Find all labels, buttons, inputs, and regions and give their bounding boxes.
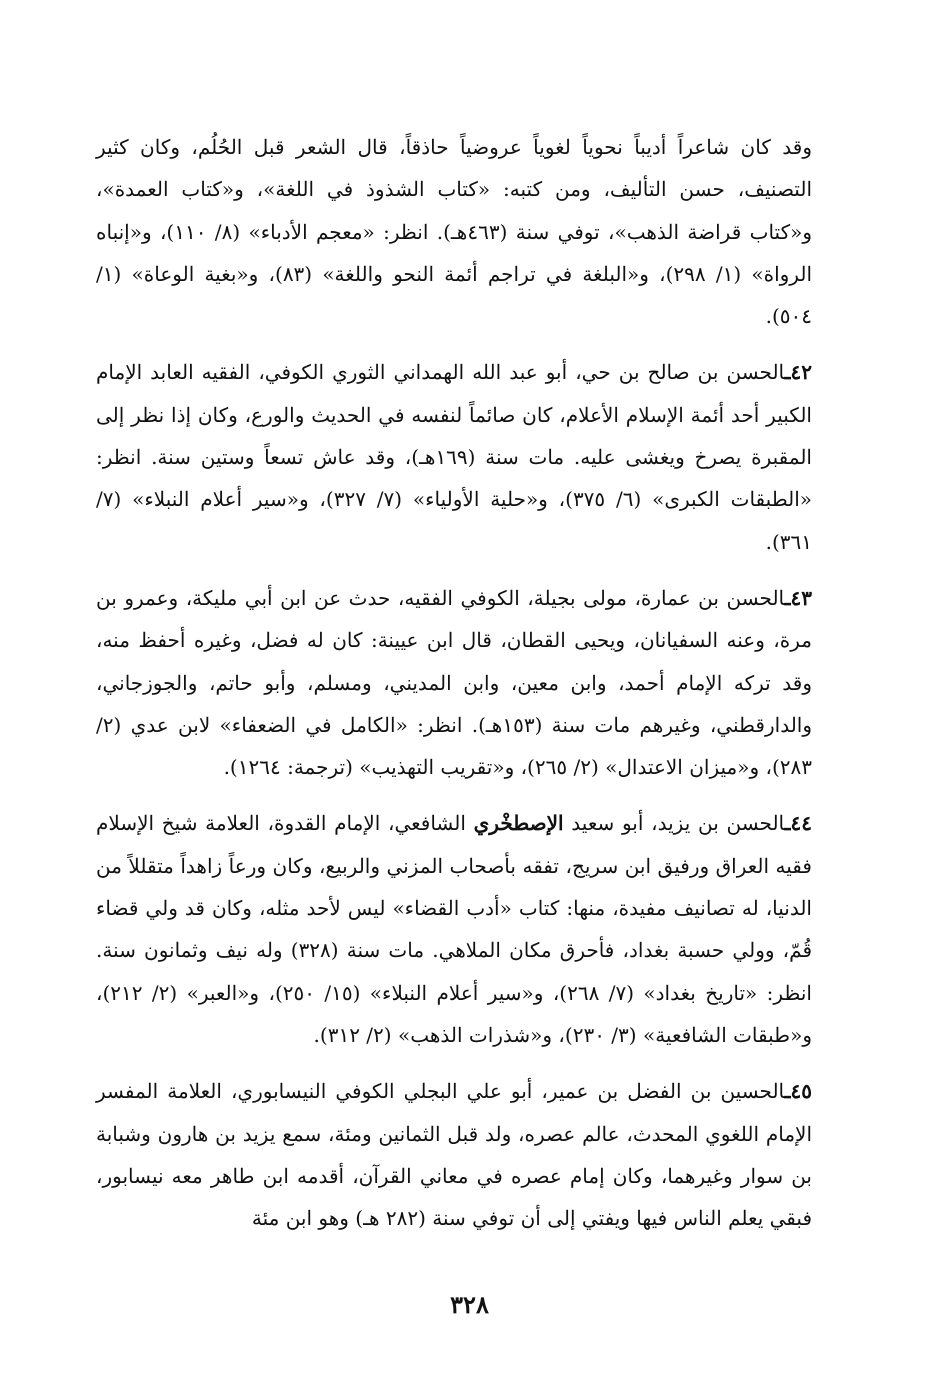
paragraph-text: الحسن بن عمارة، مولى بجيلة، الكوفي الفقيه، حدث عن ابن أبي مليكة، وعمرو بن مرة، وعنه السفيانان، ويحيى القطان، قال ابن عيينة: كان له فضل، وغيره أحفظ منه، وقد تركه الإمام أحمد، وابن معين، وابن المديني، ومسلم، وأبو حاتم، والجوزجاني، والدارقطني، وغيرهم مات سنة (١٥٣هـ). انظر: «الكامل في الضعفاء» لابن عدي (٢/ ٢٨٣)، و«ميزان الاعتدال» (٢/ ٢٦٥)، و«تقريب التهذيب» (ترجمة: ١٢٦٤).	[96, 585, 812, 780]
entry-44	[96, 802, 812, 1056]
bold-name: الإصطخْري	[473, 811, 564, 836]
page-number: ٣٢٨	[450, 1290, 489, 1319]
main-text	[96, 126, 812, 1253]
entry-43	[96, 577, 812, 788]
entry-number: ٤٣ـ	[784, 585, 812, 610]
entry-number: ٤٤ـ	[784, 811, 812, 836]
paragraph-continuation	[96, 126, 812, 337]
paragraph-text: وقد كان شاعراً أديباً نحوياً لغوياً عروضياً حاذقاً، قال الشعر قبل الحُلُم، وكان كثير التصنيف، حسن التأليف، ومن كتبه: «كتاب الشذوذ في اللغة»، و«كتاب العمدة»، و«كتاب قراضة الذهب»، توفي سنة (٤٦٣هـ). انظر: «معجم الأدباء» (٨/ ١١٠)، و«إنباه الرواة» (١/ ٢٩٨)، و«البلغة في تراجم أئمة النحو واللغة» (٨٣)، و«بغية الوعاة» (١/ ٥٠٤).	[96, 135, 812, 329]
paragraph-text: الحسن بن صالح بن حي، أبو عبد الله الهمداني الثوري الكوفي، الفقيه العابد الإمام الكبير أحد أئمة الإسلام الأعلام، كان صائماً لنفسه في الحديث والورع، وكان إذا نظر إلى المقبرة يصرخ ويغشى عليه. مات سنة (١٦٩هـ)، وقد عاش تسعاً وستين سنة. انظر: «الطبقات الكبرى» (٦/ ٣٧٥)، و«حلية الأولياء» (٧/ ٣٢٧)، و«سير أعلام النبلاء» (٧/ ٣٦١).	[96, 360, 812, 554]
paragraph-text: الحسين بن الفضل بن عمير، أبو علي البجلي الكوفي النيسابوري، العلامة المفسر الإمام اللغوي المحدث، عالم عصره، ولد قبل الثمانين ومئة، سمع يزيد بن هارون وشبابة بن سوار وغيرهما، وكان إمام عصره في معاني القرآن، أقدمه ابن طاهر معه نيسابور، فبقي يعلم الناس فيها ويفتي إلى أن توفي سنة (٢٨٢ هـ) وهو ابن مئة	[96, 1079, 812, 1231]
entry-45	[96, 1070, 812, 1239]
entry-number: ٤٢ـ	[784, 360, 812, 385]
entry-number: ٤٥ـ	[784, 1079, 812, 1104]
paragraph-text: الحسن بن يزيد، أبو سعيد	[563, 811, 785, 836]
entry-42	[96, 351, 812, 562]
paragraph-text-after: الشافعي، الإمام القدوة، العلامة شيخ الإسلام فقيه العراق ورفيق ابن سريج، تفقه بأصحاب المزني والربيع، وكان ورعاً زاهداً متقللاً من الدنيا، له تصانيف مفيدة، منها: كتاب «أدب القضاء» ليس لأحد مثله، وكان قد ولي قضاء قُمّ، وولي حسبة بغداد، فأحرق مكان الملاهي. مات سنة (٣٢٨) وله نيف وثمانون سنة. انظر: «تاريخ بغداد» (٧/ ٢٦٨)، و«سير أعلام النبلاء» (١٥/ ٢٥٠)، و«العبر» (٢/ ٢١٢)، و«طبقات الشافعية» (٣/ ٢٣٠)، و«شذرات الذهب» (٢/ ٣١٢).	[96, 811, 813, 1047]
